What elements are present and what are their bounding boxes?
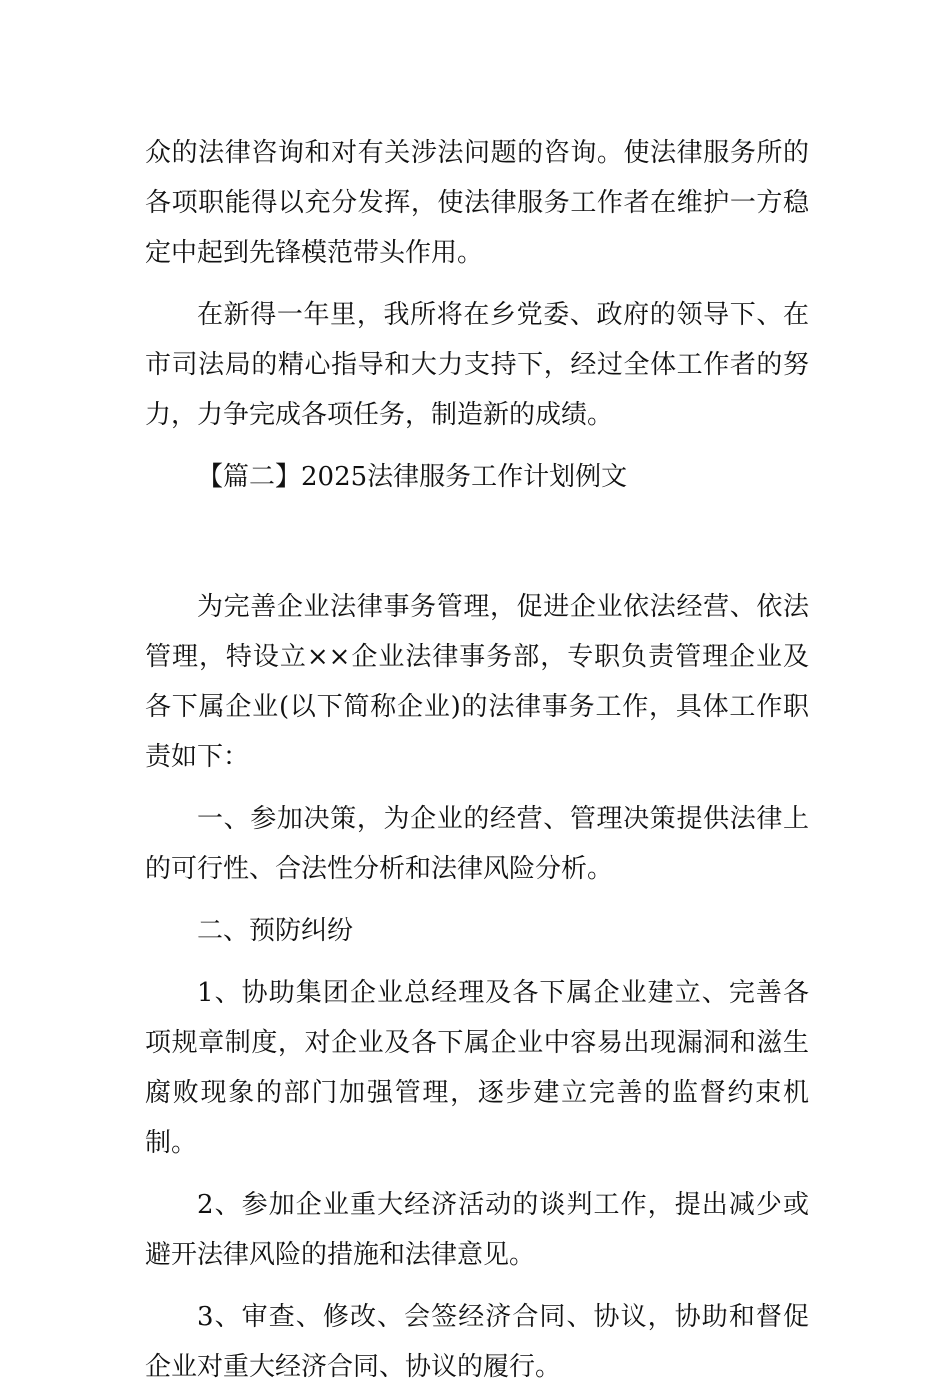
paragraph-subitem-1: 1、协助集团企业总经理及各下属企业建立、完善各项规章制度，对企业及各下属企业中容易出现漏洞和滋生腐败现象的部门加强管理，逐步建立完善的监督约束机制。 (145, 978, 809, 1158)
paragraph-item-2-title: 二、预防纠纷 (197, 916, 354, 946)
paragraph-subitem-2: 2、参加企业重大经济活动的谈判工作，提出减少或避开法律风险的措施和法律意见。 (145, 1190, 809, 1270)
paragraph-item-1: 一、参加决策，为企业的经营、管理决策提供法律上的可行性、合法性分析和法律风险分析。 (145, 804, 809, 884)
paragraph-continuation: 众的法律咨询和对有关涉法问题的咨询。使法律服务所的各项职能得以充分发挥，使法律服务工作者在维护一方稳定中起到先锋模范带头作用。 (145, 138, 809, 268)
paragraph-new-year-plan: 在新得一年里，我所将在乡党委、政府的领导下、在市司法局的精心指导和大力支持下，经过全体工作者的努力，力争完成各项任务，制造新的成绩。 (145, 300, 809, 430)
paragraph-subitem-3: 3、审查、修改、会签经济合同、协议，协助和督促企业对重大经济合同、协议的履行。 (145, 1302, 809, 1382)
section-heading: 【篇二】2025法律服务工作计划例文 (197, 462, 628, 492)
blank-line (145, 532, 809, 582)
document-body (145, 128, 809, 1392)
paragraph-intro: 为完善企业法律事务管理，促进企业依法经营、依法管理，特设立××企业法律事务部，专职负责管理企业及各下属企业(以下简称企业)的法律事务工作，具体工作职责如下： (145, 592, 809, 772)
